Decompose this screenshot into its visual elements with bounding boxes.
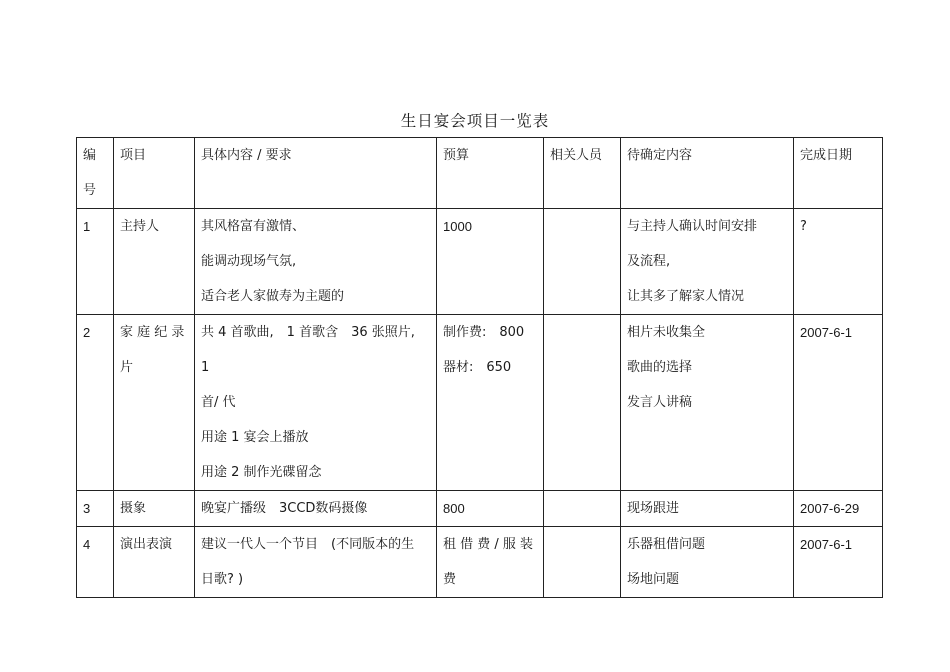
row-budget: 租 借 费 / 服 装 费 [437,527,544,598]
header-number: 编 号 [77,138,114,209]
row-date: 2007-6-1 [794,527,883,598]
table-row [77,527,883,598]
header-budget: 预算 [437,138,544,209]
table-row [77,315,883,491]
project-table [76,137,883,598]
row-budget: 1000 [437,209,544,315]
row-number: 3 [77,491,114,527]
header-item: 项目 [114,138,195,209]
row-pending: 乐器租借问题 场地问题 [621,527,794,598]
row-pending: 相片未收集全 歌曲的选择 发言人讲稿 [621,315,794,491]
row-item: 家 庭 纪 录 片 [114,315,195,491]
row-item: 摄象 [114,491,195,527]
row-number: 2 [77,315,114,491]
row-budget: 制作费: 800 器材: 650 [437,315,544,491]
header-staff: 相关人员 [544,138,621,209]
header-pending: 待确定内容 [621,138,794,209]
row-item: 主持人 [114,209,195,315]
row-date: 2007-6-29 [794,491,883,527]
row-number: 4 [77,527,114,598]
row-item: 演出表演 [114,527,195,598]
row-staff [544,491,621,527]
header-content: 具体内容 / 要求 [195,138,437,209]
page-title: 生日宴会项目一览表 [400,112,550,130]
row-budget: 800 [437,491,544,527]
header-row [77,138,883,209]
row-date: 2007-6-1 [794,315,883,491]
row-staff [544,315,621,491]
row-content: 建议一代人一个节目 (不同版本的生 日歌? ) [195,527,437,598]
table-row [77,491,883,527]
row-content: 共 4 首歌曲, 1 首歌含 36 张照片, 1 首/ 代 用途 1 宴会上播放 用途 2 制作光碟留念 [195,315,437,491]
row-date: ? [794,209,883,315]
header-date: 完成日期 [794,138,883,209]
row-pending: 现场跟进 [621,491,794,527]
row-number: 1 [77,209,114,315]
row-staff [544,527,621,598]
row-content: 其风格富有激情、 能调动现场气氛, 适合老人家做寿为主题的 [195,209,437,315]
row-staff [544,209,621,315]
table-row [77,209,883,315]
row-pending: 与主持人确认时间安排 及流程, 让其多了解家人情况 [621,209,794,315]
row-content: 晚宴广播级 3CCD数码摄像 [195,491,437,527]
